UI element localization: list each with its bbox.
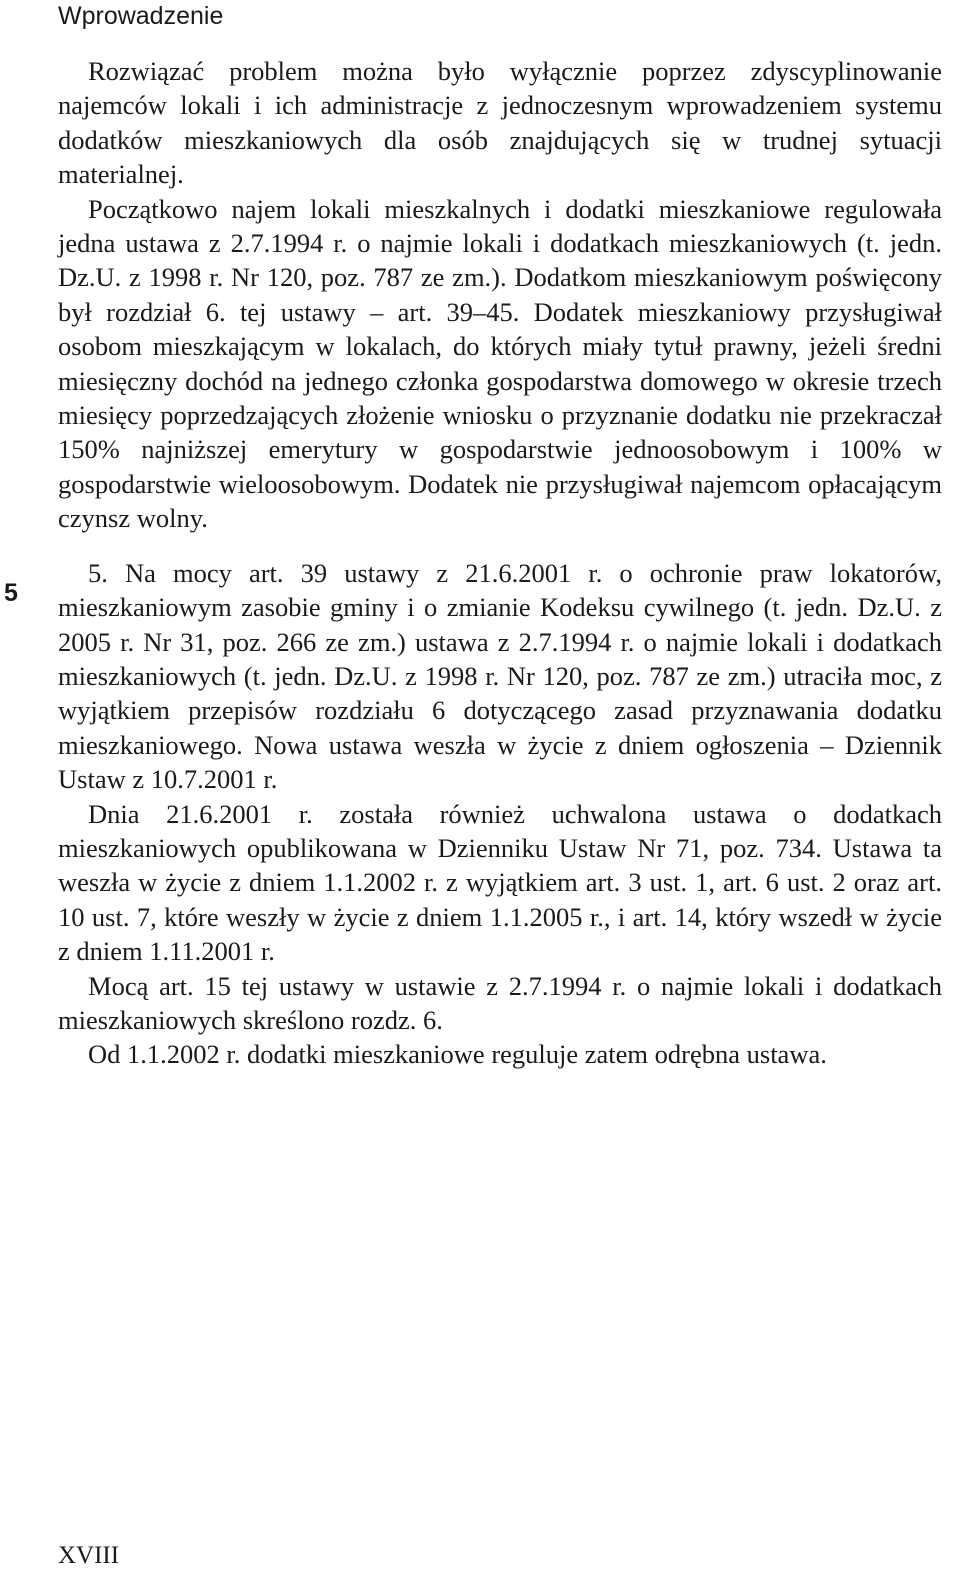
- page-number: XVIII: [58, 1542, 120, 1569]
- paragraph: Mocą art. 15 tej ustawy w ustawie z 2.7.1994 r. o najmie lokali i dodatkach mieszkaniowych skreślono rozdz. 6.: [58, 970, 942, 1035]
- paragraph: Dnia 21.6.2001 r. została również uchwalona ustawa o dodatkach mieszkaniowych opublikowana w Dzienniku Ustaw Nr 71, poz. 734. Ustawa ta weszła w życie z dniem 1.1.2002 r. z wyjątkiem art. 3 ust. 1, art. 6 ust. 2 oraz art. 10 ust. 7, które weszły w życie z dniem 1.1.2005 r., i art. 14, który wszedł w życie z dniem 1.11.2001 r.: [58, 798, 942, 967]
- paragraph: Początkowo najem lokali mieszkalnych i dodatki mieszkaniowe regulowała jedna ustawa z 2.7.1994 r. o najmie lokali i dodatkach mieszkaniowych (t. jedn. Dz.U. z 1998 r. Nr 120, poz. 787 ze zm.). Dodatkom mieszkaniowym poświęcony był rozdział 6. tej ustawy – art. 39–45. Dodatek mieszkaniowy przysługiwał osobom mieszkającym w lokalach, do których miały tytuł prawny, jeżeli średni miesięczny dochód na jednego członka gospodarstwa domowego w okresie trzech miesięcy poprzedzających złożenie wniosku o przyznanie dodatku nie przekraczał 150% najniższej emerytury w gospodarstwie jednoosobowym i 100% w gospodarstwie wieloosobowym. Dodatek nie przysługiwał najemcom opłacającym czynsz wolny.: [58, 193, 942, 534]
- paragraph: Od 1.1.2002 r. dodatki mieszkaniowe reguluje zatem odrębna ustawa.: [88, 1039, 827, 1070]
- paragraph-section-5: 5. Na mocy art. 39 ustawy z 21.6.2001 r. o ochronie praw lokatorów, mieszkaniowym zasobie gminy i o zmianie Kodeksu cywilnego (t. jedn. Dz.U. z 2005 r. Nr 31, poz. 266 ze zm.) ustawa z 2.7.1994 r. o najmie lokali i dodatkach mieszkaniowych (t. jedn. Dz.U. z 1998 r. Nr 120, poz. 787 ze zm.) utraciła moc, z wyjątkiem przepisów rozdziału 6 dotyczącego zasad przyznawania dodatku mieszkaniowego. Nowa ustawa weszła w życie z dniem ogłoszenia – Dziennik Ustaw z 10.7.2001 r.: [58, 557, 942, 795]
- running-head: Wprowadzenie: [58, 2, 224, 30]
- margin-number: 5: [4, 579, 18, 607]
- paragraph: Rozwiązać problem można było wyłącznie poprzez zdyscyplinowanie najemców lokali i ich administracje z jednoczesnym wprowadzeniem systemu dodatków mieszkaniowych dla osób znajdujących się w trudnej sytuacji materialnej.: [58, 56, 942, 190]
- body-text: [58, 54, 942, 1072]
